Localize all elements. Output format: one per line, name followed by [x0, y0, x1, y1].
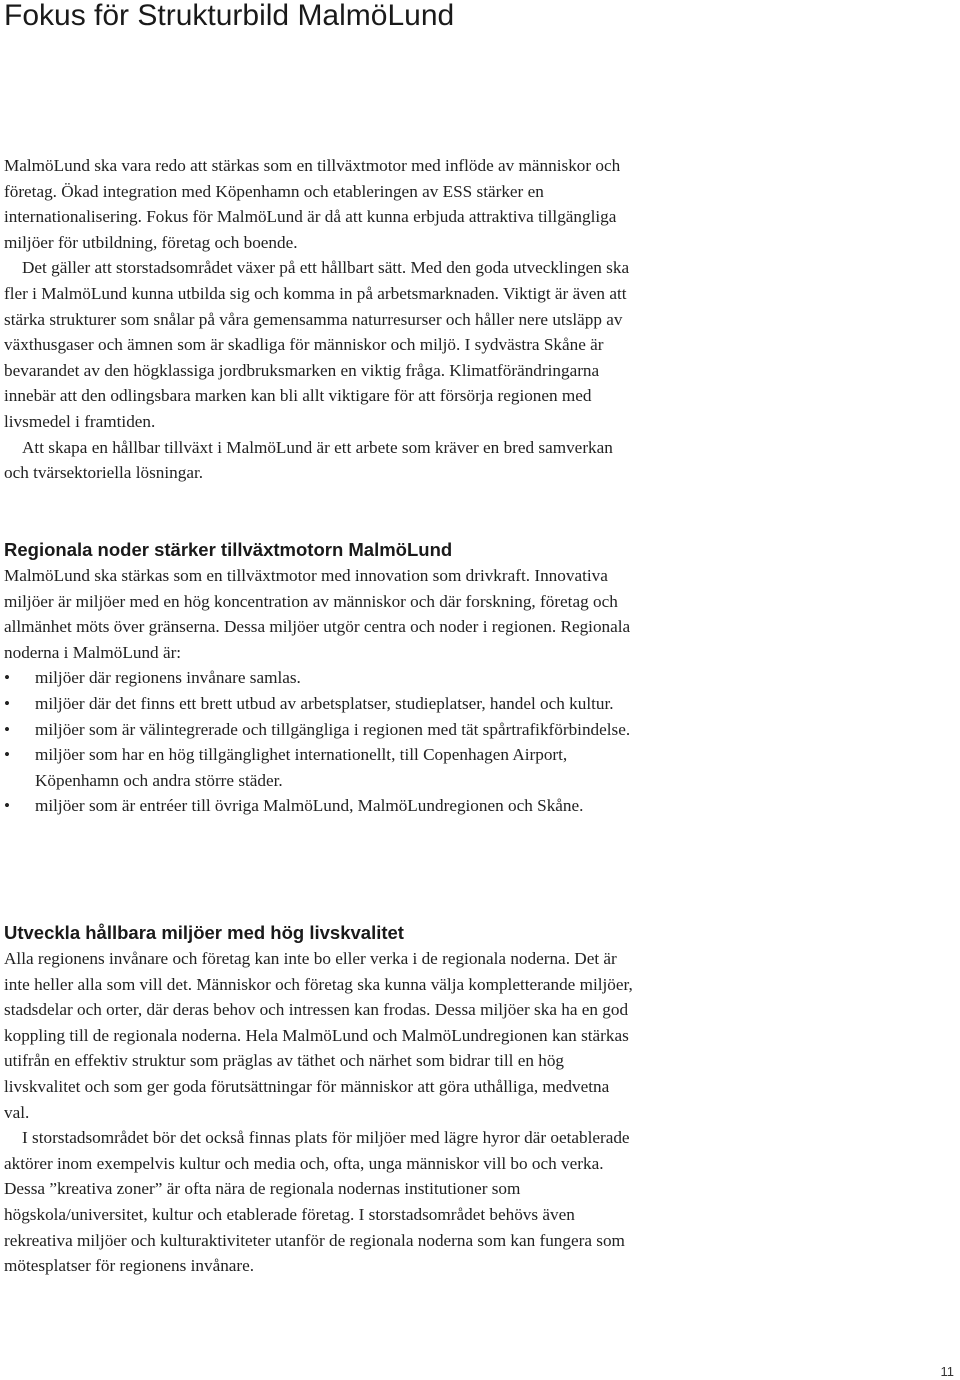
page-number: 11: [940, 1364, 954, 1379]
section-heading-regional-nodes: Regionala noder stärker tillväxtmotorn MalmöLund: [4, 539, 453, 560]
bullet-icon: •: [4, 796, 11, 816]
list-item: [4, 742, 634, 793]
section-sustainable-paragraph-2: I storstadsområdet bör det också finnas plats för miljöer med lägre hyror där oetablerade aktörer inom exempelvis kultur och media och, ofta, unga människor vill bo och verka. Dessa ”kreativa zoner” är ofta nära de regionala nodernas institutioner som högskola/universitet, kultur och etablerade företag. I storstadsområdet behövs även rekreativa miljöer och kulturaktiviteter utanför de regionala noderna som kan fungera som mötesplatser för regionens invånare.: [4, 1128, 630, 1276]
list-item: [4, 691, 634, 717]
section-sustainable-environments: [4, 920, 634, 1279]
list-item: [4, 793, 634, 819]
section-sustainable-paragraph-1: Alla regionens invånare och företag kan inte bo eller verka i de regionala noderna. Det är inte heller alla som vill det. Människor och företag ska kunna välja kompletterande miljöer, stadsdelar och orter, där deras behov och intressen kan frodas. Dessa miljöer ska ha en god koppling till de regionala noderna. Hela MalmöLund och MalmöLundregionen kan stärkas utifrån en effektiv struktur som präglas av täthet och närhet som bidrar till en hög livskvalitet och som ger goda förutsättningar för människor att göra uthålliga, medvetna val.: [4, 949, 633, 1122]
list-item-text: miljöer som är entréer till övriga MalmöLund, MalmöLundregionen och Skåne.: [35, 796, 584, 816]
bullet-icon: •: [4, 719, 11, 739]
intro-paragraph-2: Det gäller att storstadsområdet växer på ett hållbart sätt. Med den goda utvecklingen ska fler i MalmöLund kunna utbilda sig och komma in på arbetsmarknaden. Viktigt är även att stärka strukturer som snålar på våra gemensamma naturresurser och håller nere utsläpp av växthusgaser och ämnen som är skadliga för människor och miljö. I sydvästra Skåne är bevarandet av den högklassiga jordbruksmarken en viktig fråga. Klimatförändringarna innebär att den odlingsbara marken kan bli allt viktigare för att försörja regionen med livsmedel i framtiden.: [4, 258, 630, 431]
bullet-icon: •: [4, 668, 11, 688]
list-item-text: miljöer där regionens invånare samlas.: [35, 668, 301, 688]
intro-paragraph-1: MalmöLund ska vara redo att stärkas som en tillväxtmotor med inflöde av människor och företag. Ökad integration med Köpenhamn och etableringen av ESS stärker en internationalisering. Fokus för MalmöLund är då att kunna erbjuda attraktiva tillgängliga miljöer för utbildning, företag och boende.: [4, 156, 621, 252]
intro-section: [4, 153, 634, 486]
bullet-icon: •: [4, 745, 11, 765]
section-regional-nodes-paragraph: MalmöLund ska stärkas som en tillväxtmotor med innovation som drivkraft. Innovativa miljöer är miljöer med en hög koncentration av människor och där forskning, företag och allmänhet möts över gränserna. Dessa miljöer utgör centra och noder i regionen. Regionala noderna i MalmöLund är:: [4, 566, 631, 662]
regional-nodes-list: [4, 665, 634, 819]
list-item-text: miljöer som har en hög tillgänglighet internationellt, till Copenhagen Airport, Köpenhamn och andra större städer.: [35, 745, 568, 790]
page-title: Fokus för Strukturbild MalmöLund: [4, 0, 455, 32]
section-heading-sustainable-environments: Utveckla hållbara miljöer med hög livskvalitet: [4, 922, 404, 943]
bullet-icon: •: [4, 693, 11, 713]
list-item: [4, 717, 634, 743]
intro-paragraph-3: Att skapa en hållbar tillväxt i MalmöLund är ett arbete som kräver en bred samverkan och tvärsektoriella lösningar.: [4, 437, 613, 483]
list-item-text: miljöer där det finns ett brett utbud av arbetsplatser, studieplatser, handel och kultur.: [35, 693, 614, 713]
section-regional-nodes: [4, 537, 634, 819]
list-item-text: miljöer som är välintegrerade och tillgängliga i regionen med tät spårtrafikförbindelse.: [35, 719, 631, 739]
list-item: [4, 665, 634, 691]
